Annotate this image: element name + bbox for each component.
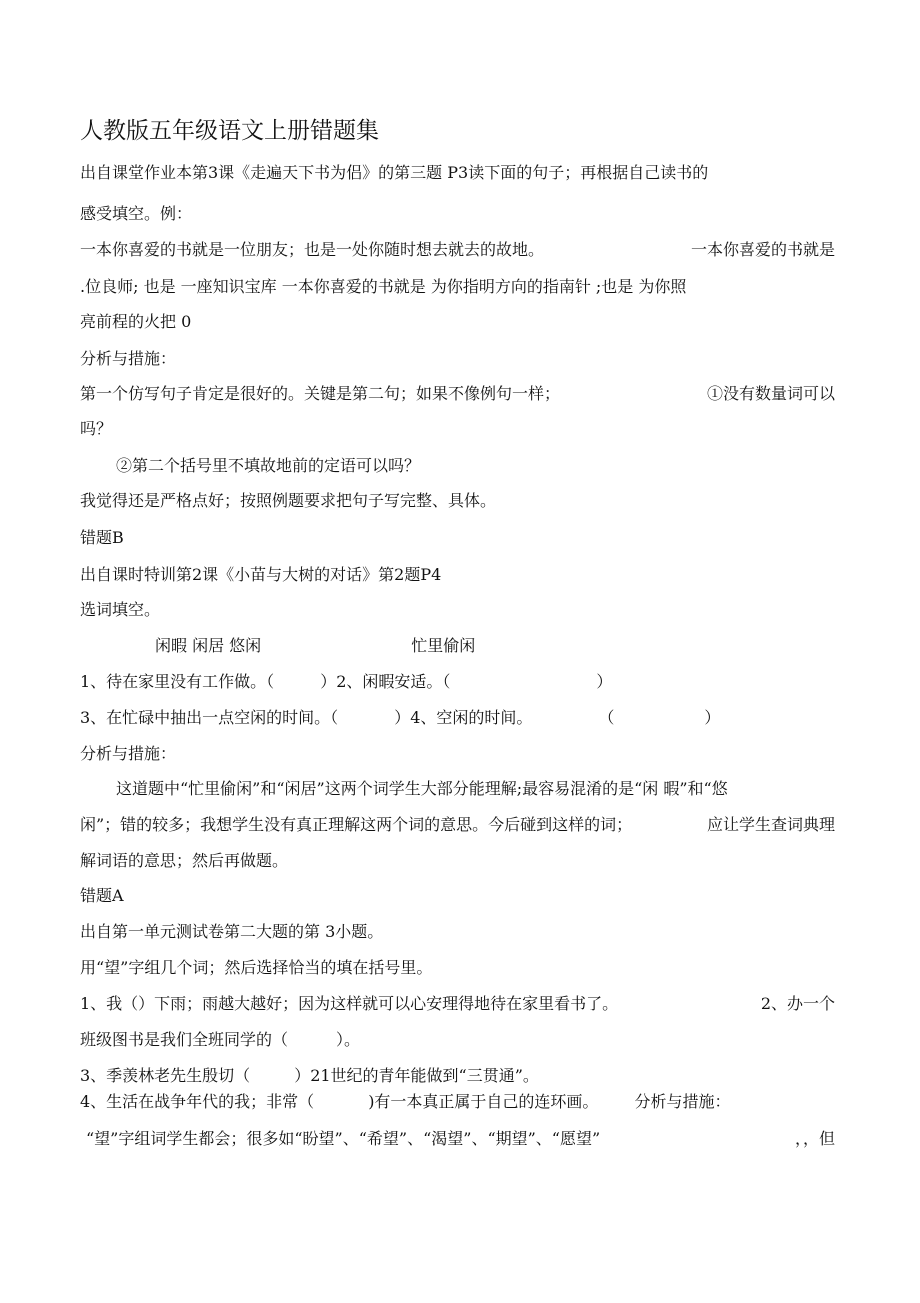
exercise-2-close: ） — [596, 672, 613, 691]
exercise-4-open: （ — [598, 708, 615, 727]
exercise-4-close: ） — [704, 708, 721, 727]
text-line-4: .位良师; 也是 一座知识宝库 一本你喜爱的书就是 为你指明方向的指南针 ;也是 为你照 — [80, 277, 687, 296]
exercise-4-text: ）4、空闲的时间。 — [394, 708, 533, 727]
exercise-a4 — [80, 1092, 730, 1112]
example-sentence: 一本你喜爱的书就是一位朋友；也是一处你随时想去就去的故地。 — [80, 240, 545, 259]
text-line-5: 亮前程的火把 0 — [80, 312, 192, 331]
source-line-b: 出自课时特训第2课《小苗与大树的对话》第2题P4 — [80, 565, 442, 584]
instruction-line-a: 用“望”字组几个词；然后选择恰当的填在括号里。 — [80, 958, 433, 977]
word-bank-group-2: 忙里偷闲 — [411, 636, 476, 655]
exercise-a1: 1、我（）下雨；雨越大越好；因为这样就可以心安理得地待在家里看书了。 — [80, 994, 619, 1013]
text-line-28 — [86, 1129, 835, 1149]
analysis-heading-2: 分析与措施： — [80, 744, 177, 763]
text-line-19 — [80, 815, 835, 835]
text-line-7 — [80, 384, 835, 404]
exercise-a3-text-end: ）21世纪的青年能做到“三贯通”。 — [294, 1066, 539, 1085]
exercise-1-text: 1、待在家里没有工作做。（ — [80, 672, 275, 691]
word-bank-group-1: 闲暇 闲居 悠闲 — [155, 636, 262, 655]
question-2: ②第二个括号里不填故地前的定语可以吗？ — [116, 456, 421, 475]
analysis-text-3: “望”字组词学生都会；很多如“盼望”、“希望”、“渴望”、“期望”、“愿望” — [86, 1129, 601, 1148]
word-bank — [155, 636, 475, 656]
exercise-line-1 — [80, 672, 612, 692]
section-heading-a: 错题A — [80, 886, 124, 905]
text-line-8: 吗？ — [80, 419, 113, 438]
fill-sentence-start: 一本你喜爱的书就是 — [690, 240, 835, 259]
exercise-3-text: 3、在忙碌中抽出一点空闲的时间。（ — [80, 708, 339, 727]
section-heading-b: 错题B — [80, 528, 124, 547]
exercise-a3 — [80, 1066, 539, 1086]
exercise-a2-start: 2、办一个 — [760, 994, 835, 1013]
question-1: ①没有数量词可以 — [706, 384, 835, 403]
text-line-10: 我觉得还是严格点好；按照例题要求把句子写完整、具体。 — [80, 491, 497, 510]
analysis-heading-3: 分析与措施： — [634, 1092, 731, 1111]
exercise-2-text: ）2、闲暇安适。（ — [320, 672, 451, 691]
instruction-line-b: 选词填空。 — [80, 600, 161, 619]
text-line-18: 这道题中“忙里偷闲”和“闲居”这两个词学生大部分能理解;最容易混淆的是“闲 暇”和“悠 — [116, 779, 728, 798]
exercise-a4-text: 4、生活在战争年代的我；非常（ — [80, 1092, 315, 1111]
text-line-20: 解词语的意思；然后再做题。 — [80, 851, 289, 870]
analysis-text: 第一个仿写句子肯定是很好的。关键是第二句；如果不像例句一样； — [80, 384, 561, 403]
exercise-a3-text: 3、季羡林老先生殷切（ — [80, 1066, 251, 1085]
text-line-24 — [80, 994, 835, 1014]
exercise-line-2 — [80, 708, 720, 728]
exercise-a4-text-end: )有一本真正属于自己的连环画。 — [368, 1092, 599, 1111]
document-title: 人教版五年级语文上册错题集 — [80, 118, 379, 144]
text-line-25: 班级图书是我们全班同学的（ ）。 — [80, 1030, 361, 1049]
analysis-heading-1: 分析与措施： — [80, 349, 177, 368]
analysis-text-3-end: ，，但 — [794, 1129, 835, 1148]
text-line-2: 感受填空。例： — [80, 204, 193, 223]
analysis-text-2: 闲”；错的较多；我想学生没有真正理解这两个词的意思。今后碰到这样的词； — [80, 815, 633, 834]
source-line-a: 出自第一单元测试卷第二大题的第 3小题。 — [80, 922, 384, 941]
analysis-text-2b: 应让学生查词典理 — [706, 815, 835, 834]
text-line-1: 出自课堂作业本第3课《走遍天下书为侣》的第三题 P3读下面的句子；再根据自己读书的 — [80, 163, 709, 182]
text-line-3 — [80, 240, 835, 260]
